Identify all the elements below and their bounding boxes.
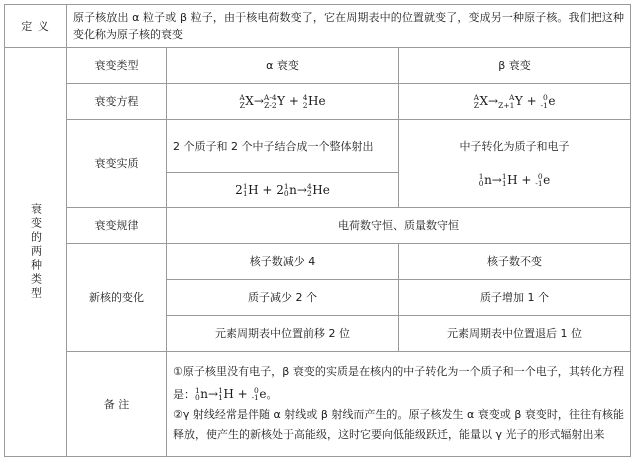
essence-alpha: 2 个质子和 2 个中子结合成一个整体射出 xyxy=(167,120,399,173)
group-label-cell xyxy=(5,48,67,457)
newcore-beta-1: 核子数不变 xyxy=(399,244,631,280)
equation-alpha-formula: A Z X→ A-4 Z-2 Y + 4 2 He xyxy=(239,93,326,110)
equation-beta-formula: A Z X→ A Z+1 Y + 0 -1 e xyxy=(473,93,556,110)
essence-beta-cell xyxy=(399,120,631,208)
law-text: 电荷数守恒、质量数守恒 xyxy=(167,208,631,244)
newcore-beta-3: 元素周期表中位置退后 1 位 xyxy=(399,316,631,352)
newcore-label: 新核的变化 xyxy=(67,244,167,352)
remark-label: 备 注 xyxy=(67,352,167,457)
table-row-type xyxy=(5,48,631,84)
newcore-alpha-1: 核子数减少 4 xyxy=(167,244,399,280)
essence-alpha-equation xyxy=(167,173,399,208)
table-row-law xyxy=(5,208,631,244)
type-beta: β 衰变 xyxy=(399,48,631,84)
equation-beta xyxy=(399,84,631,120)
definition-text: 原子核放出 α 粒子或 β 粒子，由于核电荷数变了，它在周期表中的位置就变了，变成另一种原子核。我们把这种变化称为原子核的衰变 xyxy=(67,5,631,48)
table-row-definition xyxy=(5,5,631,48)
essence-beta: 中子转化为质子和电子 xyxy=(459,139,570,153)
essence-alpha-formula: 2 1 1 H + 2 1 0 n→ 4 2 He xyxy=(235,181,330,199)
table-row-newcore-1 xyxy=(5,244,631,280)
table-row-essence-1 xyxy=(5,120,631,173)
newcore-alpha-3: 元素周期表中位置前移 2 位 xyxy=(167,316,399,352)
type-label: 衰变类型 xyxy=(67,48,167,84)
law-label: 衰变规律 xyxy=(67,208,167,244)
equation-label: 衰变方程 xyxy=(67,84,167,120)
essence-beta-formula: 1 0 n→ 1 1 H + 0 -1 e xyxy=(478,171,551,189)
remark-cell xyxy=(167,352,631,457)
table-row-remark xyxy=(5,352,631,457)
type-alpha: α 衰变 xyxy=(167,48,399,84)
newcore-alpha-2: 质子减少 2 个 xyxy=(167,280,399,316)
equation-alpha xyxy=(167,84,399,120)
table-row-equation xyxy=(5,84,631,120)
newcore-beta-2: 质子增加 1 个 xyxy=(399,280,631,316)
essence-label: 衰变实质 xyxy=(67,120,167,208)
remark-line-2: ②γ 射线经常是伴随 α 射线或 β 射线而产生的。原子核发生 α 衰变或 β 衰变时，往往有核能释放，使产生的新核处于高能级，这时它要向低能级跃迁，能量以 γ 光子的形式辐射出来 xyxy=(173,408,625,442)
definition-label: 定 义 xyxy=(5,5,67,48)
remark-line-1: ①原子核里没有电子，β 衰变的实质是在核内的中子转化为一个质子和一个电子，其转化方程是： 1 0 n→ 1 1 H + 0 -1 e。 xyxy=(173,365,625,403)
group-label: 衰变的两种类型 xyxy=(29,203,43,302)
decay-summary-table xyxy=(4,4,631,457)
